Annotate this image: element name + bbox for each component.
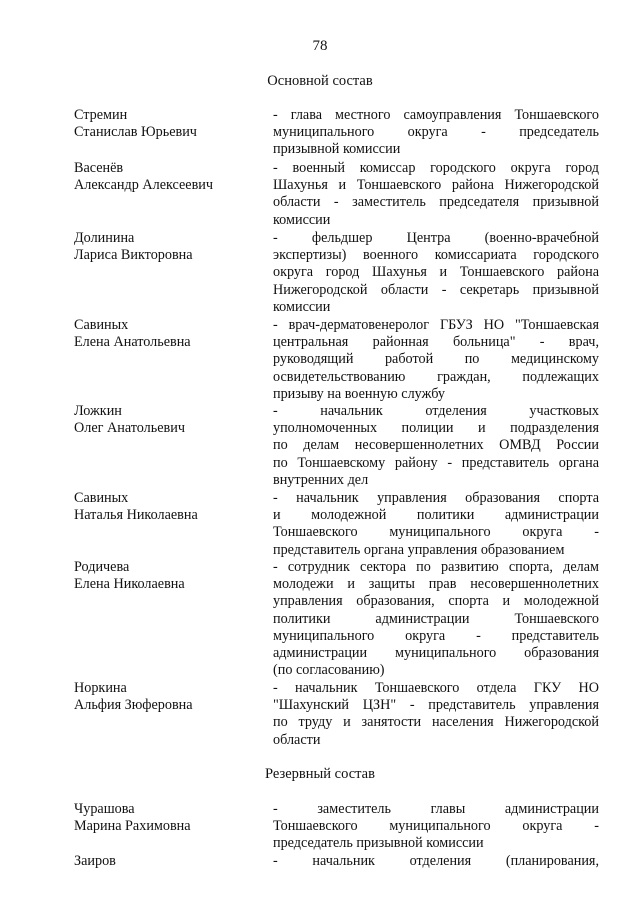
member-name	[74, 853, 264, 870]
role-line: - сотрудник сектора по развитию спорта, делам	[273, 559, 599, 575]
surname: Стремин	[74, 107, 128, 123]
section-heading-reserve: Резервный состав	[265, 766, 375, 782]
given-names: Марина Рахимовна	[74, 818, 191, 835]
role-line: - заместитель главы администрации	[273, 801, 599, 817]
member-role	[273, 490, 599, 559]
role-line: комиссии	[273, 298, 331, 315]
given-names: Наталья Николаевна	[74, 507, 198, 524]
role-line: уполномоченных полиции и подразделения	[273, 420, 599, 437]
role-line: - фельдшер Центра (военно-врачебной	[273, 230, 599, 246]
surname: Долинина	[74, 230, 135, 246]
role-line: - начальник управления образования спорта	[273, 490, 599, 506]
member-role	[273, 680, 599, 749]
member-name	[74, 801, 264, 835]
role-line: муниципального округа - представитель	[273, 627, 599, 644]
role-line: Шахунья и Тоншаевского района Нижегородской	[273, 177, 599, 194]
role-line: управления образования, спорта и молодежной	[273, 593, 599, 610]
role-line: администрации муниципального образования	[273, 645, 599, 662]
surname: Норкина	[74, 680, 127, 696]
role-line: муниципального округа - председатель	[273, 124, 599, 141]
given-names: Елена Николаевна	[74, 576, 185, 593]
member-name	[74, 403, 264, 437]
role-line: комиссии	[273, 211, 331, 228]
role-line: призывной комиссии	[273, 141, 401, 158]
role-line: Нижегородской области - секретарь призывной	[273, 281, 599, 298]
role-line: - глава местного самоуправления Тоншаевского	[273, 107, 599, 123]
surname: Ложкин	[74, 403, 122, 419]
role-line: молодежи и защиты прав несовершеннолетних	[273, 576, 599, 593]
role-line: призыву на военную службу	[273, 385, 445, 402]
given-names: Станислав Юрьевич	[74, 124, 197, 141]
member-name	[74, 559, 264, 593]
page-number: 78	[312, 38, 328, 54]
given-names: Елена Анатольевна	[74, 334, 191, 351]
role-line: округа город Шахунья и Тоншаевского района	[273, 264, 599, 281]
surname: Савиных	[74, 317, 129, 333]
member-name	[74, 160, 264, 194]
role-line: Тоншаевского муниципального округа -	[273, 818, 599, 835]
surname: Савиных	[74, 490, 129, 506]
role-line: центральная районная больница" - врач,	[273, 334, 599, 351]
member-role	[273, 230, 599, 316]
member-role	[273, 801, 599, 853]
member-name	[74, 680, 264, 714]
member-name	[74, 317, 264, 351]
member-role	[273, 317, 599, 403]
role-line: "Шахунский ЦЗН" - представитель управления	[273, 697, 599, 714]
role-line: по Тоншаевскому району - представитель органа	[273, 454, 599, 471]
role-line: по труду и занятости населения Нижегородской	[273, 714, 599, 731]
role-line: и молодежной политики администрации	[273, 507, 599, 524]
role-line: освидетельствованию граждан, подлежащих	[273, 368, 599, 385]
role-line: представитель органа управления образованием	[273, 541, 565, 558]
given-names: Олег Анатольевич	[74, 420, 185, 437]
surname: Чурашова	[74, 801, 135, 817]
role-line: Тоншаевского муниципального округа -	[273, 524, 599, 541]
role-line: - начальник отделения (планирования,	[273, 853, 599, 869]
member-role	[273, 853, 599, 870]
section-heading-main: Основной состав	[267, 73, 373, 89]
given-names: Альфия Зюферовна	[74, 697, 193, 714]
surname: Васенёв	[74, 160, 124, 176]
role-line: области	[273, 731, 321, 748]
member-name	[74, 490, 264, 524]
role-line: (по согласованию)	[273, 662, 385, 679]
role-line: экспертизы) военного комиссариата городского	[273, 247, 599, 264]
surname: Заиров	[74, 853, 116, 869]
role-line: области - заместитель председателя призывной	[273, 194, 599, 211]
role-line: руководящий работой по медицинскому	[273, 351, 599, 368]
member-name	[74, 107, 264, 141]
role-line: внутренних дел	[273, 471, 369, 488]
given-names: Лариса Викторовна	[74, 247, 193, 264]
role-line: политики администрации Тоншаевского	[273, 610, 599, 627]
given-names: Александр Алексеевич	[74, 177, 214, 194]
member-role	[273, 160, 599, 229]
member-name	[74, 230, 264, 264]
role-line: - начальник отделения участковых	[273, 403, 599, 419]
role-line: - начальник Тоншаевского отдела ГКУ НО	[273, 680, 599, 696]
member-role	[273, 107, 599, 159]
member-role	[273, 559, 599, 679]
role-line: председатель призывной комиссии	[273, 835, 484, 852]
role-line: по делам несовершеннолетних ОМВД России	[273, 437, 599, 454]
member-role	[273, 403, 599, 489]
role-line: - врач-дерматовенеролог ГБУЗ НО "Тоншаевская	[273, 317, 599, 333]
surname: Родичева	[74, 559, 130, 575]
role-line: - военный комиссар городского округа город	[273, 160, 599, 176]
